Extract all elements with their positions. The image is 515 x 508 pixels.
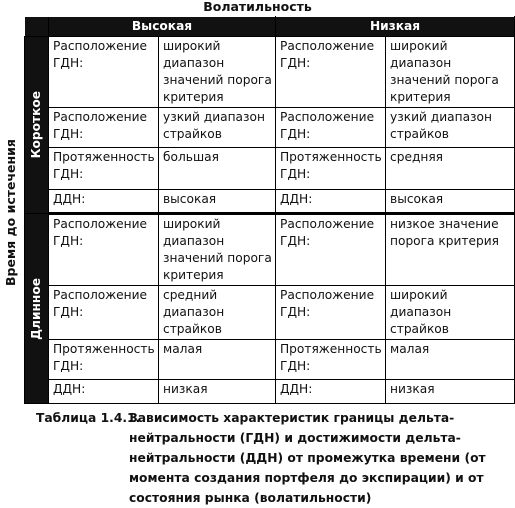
row-label: Расположение ГДН: (276, 214, 386, 286)
cell-low: низкое значение порога критерия (386, 214, 515, 286)
cell-high: узкий диапазон страйков (159, 108, 276, 148)
row-label: Расположение ГДН: (276, 37, 386, 108)
volatility-header: Волатильность (203, 0, 312, 14)
cell-high: широкий диапазон значений порога критерия (159, 37, 276, 108)
cell-high: высокая (159, 190, 276, 214)
table-caption (36, 408, 512, 508)
cell-high: низкая (159, 380, 276, 404)
cell-high: средний диапазон страйков (159, 286, 276, 340)
row-label: ДДН: (276, 380, 386, 404)
row-label: ДДН: (276, 190, 386, 214)
cell-high: малая (159, 340, 276, 380)
row-label: Протяженность ГДН: (276, 340, 386, 380)
row-label: Расположение ГДН: (49, 286, 159, 340)
cell-low: широкий диапазон значений порога критерия (386, 37, 515, 108)
table-row (25, 190, 515, 214)
cell-low: высокая (386, 190, 515, 214)
cell-low: узкий диапазон страйков (386, 108, 515, 148)
row-label: Расположение ГДН: (49, 108, 159, 148)
table-row (25, 37, 515, 108)
row-label: ДДН: (49, 380, 159, 404)
row-label: Расположение ГДН: (276, 286, 386, 340)
row-group-short (25, 37, 49, 214)
row-label: Протяженность ГДН: (49, 148, 159, 190)
row-label: Расположение ГДН: (49, 37, 159, 108)
table-row (25, 108, 515, 148)
cell-high: широкий диапазон значений порога критерия (159, 214, 276, 286)
table-row (25, 340, 515, 380)
column-header-low: Низкая (276, 17, 515, 37)
table-row (25, 286, 515, 340)
row-group-label: Короткое (29, 91, 43, 159)
caption-number: Таблица 1.4.1. (36, 411, 141, 425)
row-label: Протяженность ГДН: (49, 340, 159, 380)
row-label: Расположение ГДН: (49, 214, 159, 286)
table-row (25, 148, 515, 190)
row-label: ДДН: (49, 190, 159, 214)
cell-low: низкая (386, 380, 515, 404)
row-label: Расположение ГДН: (276, 108, 386, 148)
time-to-expiry-header: Время до истечения (3, 139, 18, 287)
column-header-high: Высокая (49, 17, 276, 37)
cell-low: средняя (386, 148, 515, 190)
row-group-label: Длинное (29, 277, 43, 340)
table-row (25, 214, 515, 286)
cell-low: малая (386, 340, 515, 380)
delta-neutrality-table (24, 16, 515, 404)
table-corner (25, 17, 49, 37)
cell-high: большая (159, 148, 276, 190)
cell-low: широкий диапазон страйков (386, 286, 515, 340)
table-row (25, 380, 515, 404)
row-label: Протяженность ГДН: (276, 148, 386, 190)
row-group-long (25, 214, 49, 404)
caption-text: Зависимость характеристик границы дельта-нейтральности (ГДН) и достижимости дельта-нейтральности (ДДН) от промежутка времени (от момента создания портфеля до экспирации) и от состояния рынка (волатильности) (129, 411, 486, 505)
